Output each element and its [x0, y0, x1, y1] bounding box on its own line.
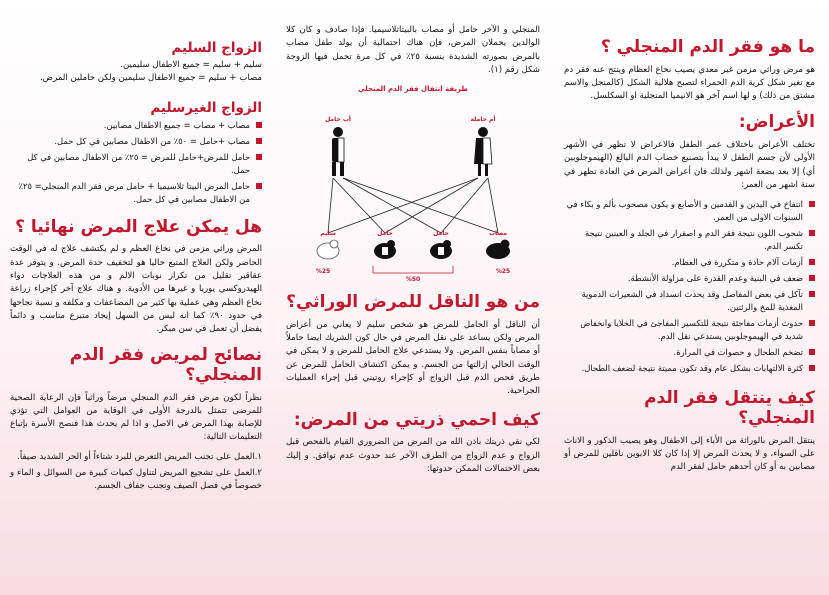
unhealthy-item: مصاب +حامل = ٥٠٪ من الاطفال مصابين في كل حمل. — [10, 135, 262, 148]
transmission-title: كيف ينتقل فقر الدم المنجلي؟ — [644, 388, 815, 429]
unhealthy-item: مصاب + مصاب = جميع الاطفال مصابين. — [10, 119, 262, 132]
diagram-title: طريقة انتقال فقر الدم المنجلي — [358, 85, 468, 94]
percent-label: %25 — [315, 268, 331, 276]
father-figure — [332, 127, 344, 176]
cure-body: المرض وراثي مزمن في نخاع العظم و لم يكتشف علاج له في الوقت الحاضر ولكن العلاج المتبع حاليا هو لتخفيف حدة المرض. و يتوفر عدة عقاقير تقليل من تكرار نوبات الالم و من هذه العلاجات دواء الهيدروكسي يوريا و غيرها من الأدوية. و هناك علاج آخر كإجراء زراعة نخاع العظم وهي عملية بها كثير من المضاعفات و مكلفه و نسبة نجاحها في حدود ٩٠٪ كما انه ليس من السهل إيجاد متبرع مناسب و دائماً يفضل أن تعمل في سن مبكر. — [10, 244, 262, 335]
advice-body: نظراً لكون مرض فقر الدم المنجلي مرضاً وراثياً فإن الرعاية الصحية للمرضى تتمثل بالدرجة الأولى في الوقاية من العوامل التي تؤدي للإصابة بهذا المرض في الاصل و اذا لم يحدث هذا فنصح الأسرة بإتباع التعليمات التالية: — [10, 392, 262, 443]
child-label: مصاب — [489, 230, 507, 238]
unhealthy-marriage-title: الزواج الغيرسليم — [150, 99, 262, 116]
symptom-item: تضخم الطحال و حصوات في المرارة. — [564, 346, 815, 359]
child-healthy-figure — [317, 240, 339, 259]
child-label: سليم — [320, 230, 336, 238]
child-carrier-figure — [430, 240, 452, 259]
carrier-body: أن الناقل أو الحامل للمرض هو شخص سليم لا يعاني من أعراض المرض ولكن يساعد على نقل المرض في حال كون الشريك ايضا حاملاً أو مصاباً بنفس المرض. ولا يستدعي علاج الحامل للمرض و لا يمكن في الوقت الحالي إزالتها من الجسم. و يمكن اكتشاف الحامل للمرض عن طريق فحص الدم قبل الزواج أو كإجراء روتيني قبل إجراء العمليات الجراحية. — [286, 319, 540, 397]
child-affected-figure — [486, 240, 510, 260]
advice-list — [10, 451, 262, 494]
symptom-item: كثرة الالتهابات بشكل عام وقد تكون مميتة نتيجة لضعف الطحال. — [564, 362, 815, 375]
what-is-body: هو مرض وراثي مزمن غير معدي يصيب نخاع العظام وينتج عنه فقر دم مع تغير شكل كرية الدم الحمراء لتصبح هلالية الشكل (كالمنجل والاسم مشتق من ذلك) و لها اسم آخر هو الانيميا المنجلية او السكلسل. — [564, 64, 815, 102]
what-is-title: ما هو فقر الدم المنجلي ؟ — [600, 37, 815, 57]
symptom-item: ضعف في البنية وعدم القدرة على مزاولة الأنشطة. — [564, 272, 815, 285]
symptom-item: انتفاخ في اليدين و القدمين و الأصابع و يكون مصحوب بألم و بكاء في السنوات الاولى من العمر. — [564, 198, 815, 224]
unhealthy-item: حامل للمرض+حامل للمرض = ٢٥٪ من الاطفال مصابين في كل حمل. — [10, 151, 262, 177]
protect-title: كيف احمي ذريتي من المرض: — [293, 409, 540, 430]
symptom-item: أزمات آلام حادة و متكررة في العظام. — [564, 256, 815, 269]
unhealthy-list — [10, 119, 262, 206]
symptom-item: حدوث أزمات مفاجئة نتيجة للتكسير المفاجئ في الخلايا وانخفاض شديد في الهيموجلوبين يستدعي نقل الدم. — [564, 317, 815, 343]
symptom-item: شحوب اللون نتيجة فقر الدم و اصفرار في الجلد و العينين نتيجة تكسر الدم. — [564, 227, 815, 253]
middle-column — [276, 0, 552, 595]
right-column — [552, 0, 829, 595]
mother-label: أم حاملة — [470, 116, 496, 124]
transmission-body: ينتقل المرض بالوراثة من الأباء إلى الاطفال وهو يصيب الذكور و الاناث على السواء، و لا يحدث المرض إلا إذا كان كلا الابوين ناقلين للمرض أو مصابين به أو كان أحدهم حامل لفقر الدم — [564, 435, 815, 473]
advice-item: ٢.العمل على تشجيع المريض لتناول كميات كبيرة من السوائل و الماء و خصوصاً في فصل الصيف وتجنب جفاف الجسم. — [10, 468, 262, 492]
carrier-title: من هو الناقل للمرض الوراثي؟ — [286, 292, 540, 313]
advice-item: ١.العمل على تجنب المريض التعرض للبرد شتاءاً أو الحر الشديد صيفاً. — [17, 451, 262, 462]
protect-body: لكي نقي ذريتك باذن الله من المرض من الضروري القيام بالفحص قبل الزواج و عدم الزواج من الطرف الآخر عند حدوث عدم توافق. و إليك بعض الاحتمالات الممكن حدوثها: — [286, 437, 540, 474]
cure-title: هل يمكن علاج المرض نهائيا ؟ — [15, 216, 262, 237]
inheritance-diagram — [293, 83, 533, 283]
advice-title: نصائح لمريض فقر الدم المنجلي؟ — [69, 345, 262, 385]
symptoms-intro: تختلف الأعراض باختلاف عمر الطفل فالاعراض لا تظهر في الأشهر الأولى لأن جسم الطفل لا يبدأ بتصنيع خضاب الدم البالغ (الهيموجلوبين أي) إلا بعد بضعة اشهر ولذلك فان أعراض المرض في العادة تظهر في سنة اشهر من العمر: — [564, 140, 815, 190]
healthy-line: مصاب + سليم = جميع الاطفال سليمين ولكن حاملين المرض. — [39, 73, 262, 84]
left-column — [0, 0, 276, 595]
symptoms-title: الأعراض: — [738, 112, 815, 133]
unhealthy-item: حامل المرض البيتا ثلاسيميا + حامل مرض فقر الدم المنجلي= ٢٥٪ من الاطفال مصابين في كل حمل. — [10, 180, 262, 206]
transmission-continued: المنجلي و الآخر حامل أو مصاب بالبيتاثلاسيميا. فإذا صادف و كان كلا الوالدين يحملان المرض، فإن هناك احتمالية أن يولد طفل مصاب بالمرض بصورته الشديدة بنسبة ٢٥٪ في كل مرة تحمل فيها الزوجة شكل رقم (١). — [286, 25, 540, 75]
child-carrier-figure — [374, 240, 396, 259]
symptoms-list — [564, 198, 815, 375]
healthy-line: سليم + سليم = جميع الاطفال سليمين. — [120, 60, 262, 70]
mother-figure — [474, 127, 492, 176]
father-label: أب حامل — [325, 116, 351, 124]
child-label: حامل — [377, 230, 393, 238]
symptom-item: تآكل في بعض المفاصل وقد يحدث انسداد في الشعيرات الدموية المغذية للمخ والرئتين. — [564, 288, 815, 314]
healthy-marriage-title: الزواج السليم — [171, 40, 262, 56]
child-label: حامل — [433, 230, 449, 238]
inheritance-lines — [328, 178, 498, 233]
percent-label: %50 — [405, 276, 421, 284]
percent-label: %25 — [495, 268, 511, 276]
